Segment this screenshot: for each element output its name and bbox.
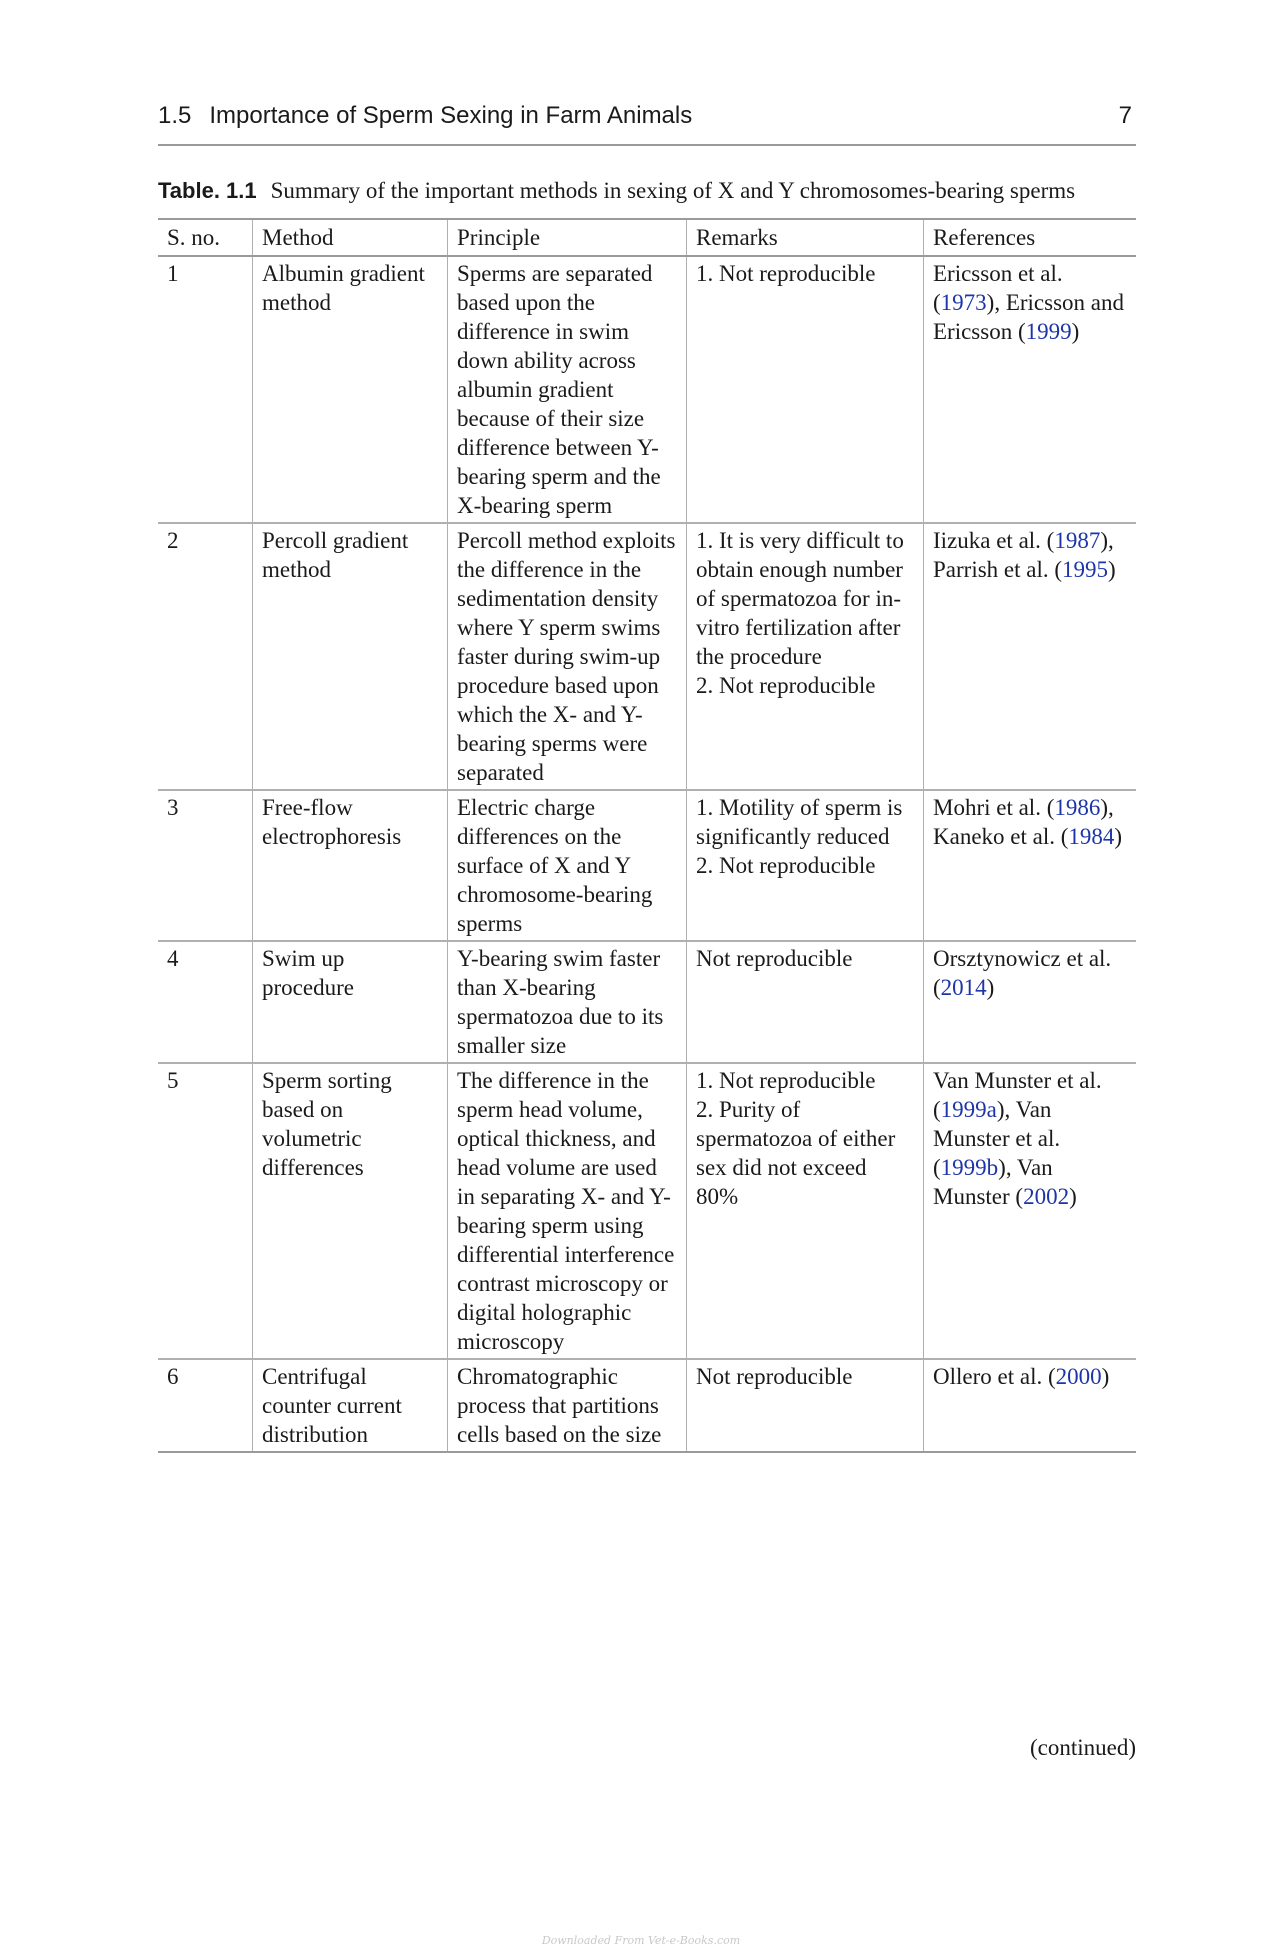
reference-year-link[interactable]: 1984 <box>1068 824 1115 849</box>
table-body <box>158 256 1136 1452</box>
section-number: 1.5 <box>158 102 192 129</box>
cell-remarks <box>687 1359 924 1452</box>
table-row <box>158 790 1136 941</box>
reference-text: Mohri et al. ( <box>933 795 1055 820</box>
column-header-principle: Principle <box>448 219 687 256</box>
column-header-method: Method <box>253 219 448 256</box>
reference-text: ) <box>1071 319 1080 344</box>
reference-text: ), <box>1100 795 1114 820</box>
running-header-section <box>158 102 692 130</box>
cell-method: Albumin gradient method <box>253 256 448 523</box>
cell-sno: 5 <box>158 1063 253 1359</box>
reference-text: Munster ( <box>933 1184 1024 1209</box>
cell-method: Swim up procedure <box>253 941 448 1063</box>
reference-text: Kaneko et al. ( <box>933 824 1069 849</box>
cell-references <box>924 1359 1137 1452</box>
cell-references <box>924 1063 1137 1359</box>
remark-item: 2. Not reproducible <box>696 673 876 698</box>
reference-text: Orsztynowicz et al. ( <box>933 946 1112 1000</box>
cell-method: Percoll gradient method <box>253 523 448 790</box>
cell-principle: Percoll method exploits the difference in the sedimentation density where Y sperm swims faster during swim-up procedure based upon which the X- and Y-bearing sperms were separated <box>448 523 687 790</box>
cell-references <box>924 941 1137 1063</box>
cell-method: Centrifugal counter current distribution <box>253 1359 448 1452</box>
reference-text: and Ericsson ( <box>933 290 1125 344</box>
reference-text: Van Munster et al. ( <box>933 1068 1102 1122</box>
cell-remarks <box>687 790 924 941</box>
reference-text: ) <box>1108 557 1116 582</box>
reference-text: Ollero et al. ( <box>933 1364 1056 1389</box>
reference-year-link[interactable]: 2014 <box>940 975 987 1000</box>
cell-principle: Sperms are separated based upon the difference in swim down ability across albumin gradient because of their size difference between Y-bearing sperm and the X-bearing sperm <box>448 256 687 523</box>
cell-references <box>924 523 1137 790</box>
remark-item: Not reproducible <box>696 946 853 971</box>
table-caption-text: Summary of the important methods in sexing of X and Y chromosomes-bearing sperms <box>270 178 1076 203</box>
reference-text: Ericsson et al. ( <box>933 261 1063 315</box>
cell-principle: Electric charge differences on the surface of X and Y chromosome-bearing sperms <box>448 790 687 941</box>
table-header-row <box>158 219 1136 256</box>
reference-year-link[interactable]: 2000 <box>1055 1364 1102 1389</box>
page-number: 7 <box>1118 102 1132 129</box>
reference-year-link[interactable]: 1973 <box>940 290 987 315</box>
table-row <box>158 941 1136 1063</box>
reference-text: Parrish et al. ( <box>933 557 1063 582</box>
remark-item: 2. Purity of spermatozoa of either sex did not exceed 80% <box>696 1097 896 1209</box>
cell-principle: Y-bearing swim faster than X-bearing spermatozoa due to its smaller size <box>448 941 687 1063</box>
column-header-remarks: Remarks <box>687 219 924 256</box>
cell-sno: 1 <box>158 256 253 523</box>
reference-year-link[interactable]: 1995 <box>1062 557 1109 582</box>
reference-year-link[interactable]: 1999a <box>940 1097 997 1122</box>
reference-year-link[interactable]: 1986 <box>1054 795 1101 820</box>
cell-remarks <box>687 1063 924 1359</box>
cell-sno: 2 <box>158 523 253 790</box>
reference-text: Iizuka et al. ( <box>933 528 1055 553</box>
reference-text: ) <box>1114 824 1123 849</box>
remark-item: 1. Motility of sperm is significantly reduced <box>696 795 903 849</box>
cell-remarks <box>687 256 924 523</box>
reference-text: Munster et al. ( <box>933 1126 1061 1180</box>
remark-item: 1. It is very difficult to obtain enough number of spermatozoa for in-vitro fertilization after the procedure <box>696 528 904 669</box>
reference-text: ) <box>1069 1184 1077 1209</box>
reference-year-link[interactable]: 1987 <box>1054 528 1101 553</box>
reference-text: ), Ericsson <box>986 290 1086 315</box>
running-header <box>158 102 1136 146</box>
cell-method: Free-flow electrophoresis <box>253 790 448 941</box>
table-row <box>158 256 1136 523</box>
cell-remarks <box>687 941 924 1063</box>
reference-text: ) <box>986 975 995 1000</box>
reference-year-link[interactable]: 2002 <box>1023 1184 1070 1209</box>
remark-item: Not reproducible <box>696 1364 853 1389</box>
reference-text: ) <box>1101 1364 1110 1389</box>
remark-item: 1. Not reproducible <box>696 1068 876 1093</box>
cell-references <box>924 256 1137 523</box>
continued-note: (continued) <box>1029 1735 1136 1760</box>
cell-remarks <box>687 523 924 790</box>
table-row <box>158 1359 1136 1452</box>
methods-table <box>158 218 1136 1453</box>
section-title: Importance of Sperm Sexing in Farm Animals <box>209 102 693 129</box>
table-row <box>158 1063 1136 1359</box>
reference-year-link[interactable]: 1999 <box>1025 319 1072 344</box>
reference-year-link[interactable]: 1999b <box>940 1155 999 1180</box>
watermark: Downloaded From Vet-e-Books.com <box>541 1934 741 1947</box>
cell-principle: Chromatographic process that partitions cells based on the size <box>448 1359 687 1452</box>
cell-method: Sperm sorting based on volumetric differences <box>253 1063 448 1359</box>
cell-sno: 6 <box>158 1359 253 1452</box>
reference-text: ), Van <box>996 1097 1052 1122</box>
reference-text: ), <box>1100 528 1114 553</box>
column-header-sno: S. no. <box>158 219 253 256</box>
table-caption <box>158 178 1158 204</box>
cell-sno: 4 <box>158 941 253 1063</box>
remark-item: 2. Not reproducible <box>696 853 876 878</box>
reference-text: ), Van <box>998 1155 1053 1180</box>
cell-sno: 3 <box>158 790 253 941</box>
remark-item: 1. Not reproducible <box>696 261 876 286</box>
cell-references <box>924 790 1137 941</box>
table-row <box>158 523 1136 790</box>
cell-principle: The difference in the sperm head volume, optical thickness, and head volume are used in separating X- and Y-bearing sperm using differential interference contrast microscopy or digital holographic microscopy <box>448 1063 687 1359</box>
column-header-references: References <box>924 219 1137 256</box>
table-label: Table. 1.1 <box>158 178 257 203</box>
